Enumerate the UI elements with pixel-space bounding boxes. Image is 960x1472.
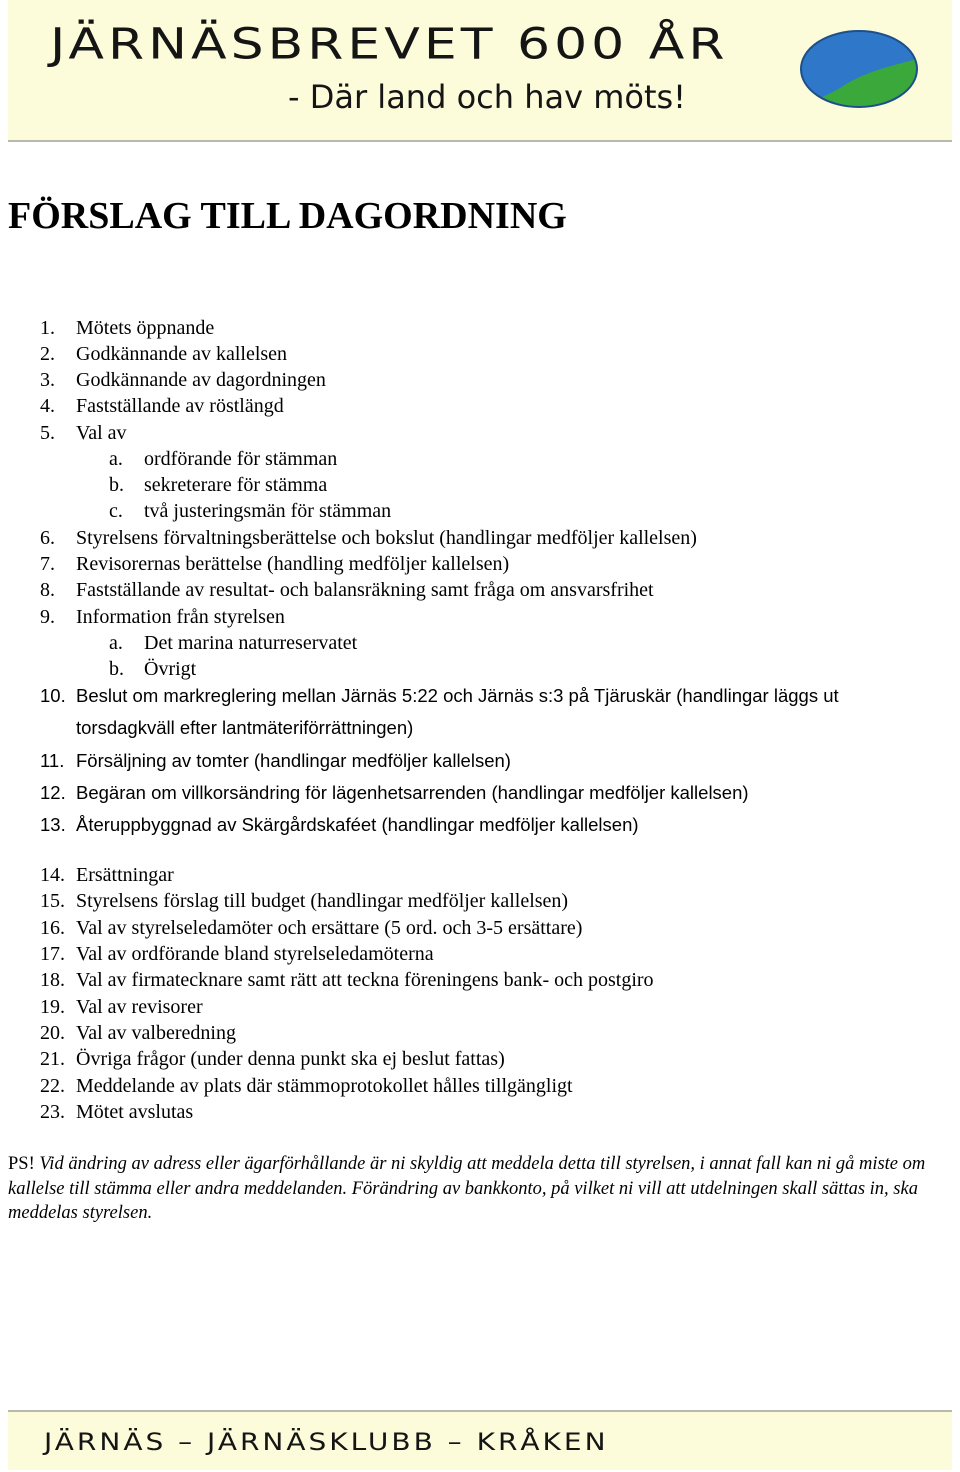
- footer-text: JÄRNÄS – JÄRNÄSKLUBB – KRÅKEN: [44, 1428, 609, 1457]
- ps-note: [8, 1152, 952, 1226]
- banner-title: JÄRNÄSBREVET 600 ÅR: [50, 20, 729, 70]
- land-sea-logo-icon: [798, 28, 920, 110]
- header-banner: [8, 0, 952, 142]
- footer-banner: [8, 1410, 952, 1470]
- banner-subtitle: - Där land och hav möts!: [288, 78, 686, 116]
- page-title: FÖRSLAG TILL DAGORDNING: [8, 195, 567, 237]
- ps-label: PS!: [8, 1154, 35, 1174]
- ps-text: Vid ändring av adress eller ägarförhållande är ni skyldig att meddela detta till styrelsen, i annat fall kan ni gå miste om kallelse till stämma eller andra meddelanden. Förändring av bankkonto, på vilket ni vill att utdelningen skall sättas in, ska meddelas styrelsen.: [8, 1154, 926, 1223]
